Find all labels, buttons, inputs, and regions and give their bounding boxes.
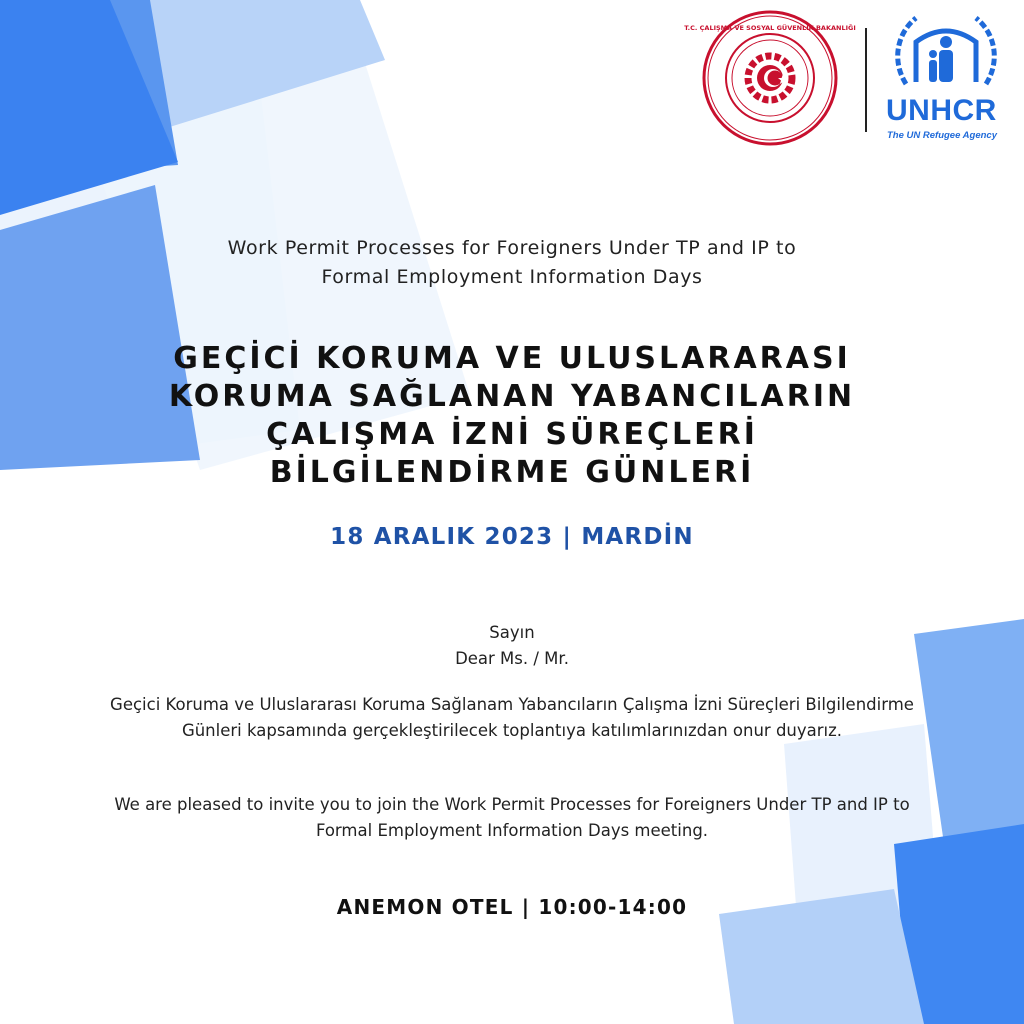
venue-time: ANEMON OTEL | 10:00-14:00 [336,895,688,919]
greeting [0,620,1024,672]
logo-bar [684,8,1020,168]
title-line: GEÇİCİ KORUMA VE ULUSLARARASI [173,341,851,376]
invitation-body-tr: Geçici Koruma ve Uluslararası Koruma Sağlanam Yabancıların Çalışma İzni Süreçleri Bilgilendirme Günleri kapsamında gerçekleştirilecek toplantıya katılımlarınızdan onur duyarız. [110,695,914,740]
title-line: BİLGİLENDİRME GÜNLERİ [269,455,755,490]
subtitle-line: Work Permit Processes for Foreigners Under TP and IP to [227,237,797,259]
invitation-body-en: We are pleased to invite you to join the Work Permit Processes for Foreigners Under TP and IP to Formal Employment Information Days meeting. [114,795,910,840]
logo-divider [865,28,867,132]
greeting-tr: Sayın [489,623,535,642]
ministry-seal-logo [684,8,856,158]
svg-text:T.C. ÇALIŞMA VE SOSYAL GÜVENLİ: T.C. ÇALIŞMA VE SOSYAL GÜVENLİK BAKANLIĞI [684,24,856,32]
page-title [0,340,1024,492]
greeting-en: Dear Ms. / Mr. [455,649,569,668]
english-subtitle [0,234,1024,292]
unhcr-name: UNHCR [886,94,997,127]
date-location: 18 ARALIK 2023 | MARDİN [330,524,694,550]
subtitle-line: Formal Employment Information Days [321,266,703,288]
unhcr-tagline: The UN Refugee Agency [887,130,997,141]
unhcr-emblem-icon [886,12,1006,92]
title-line: KORUMA SAĞLANAN YABANCILARIN [168,379,856,414]
title-line: ÇALIŞMA İZNİ SÜREÇLERİ [266,417,758,452]
